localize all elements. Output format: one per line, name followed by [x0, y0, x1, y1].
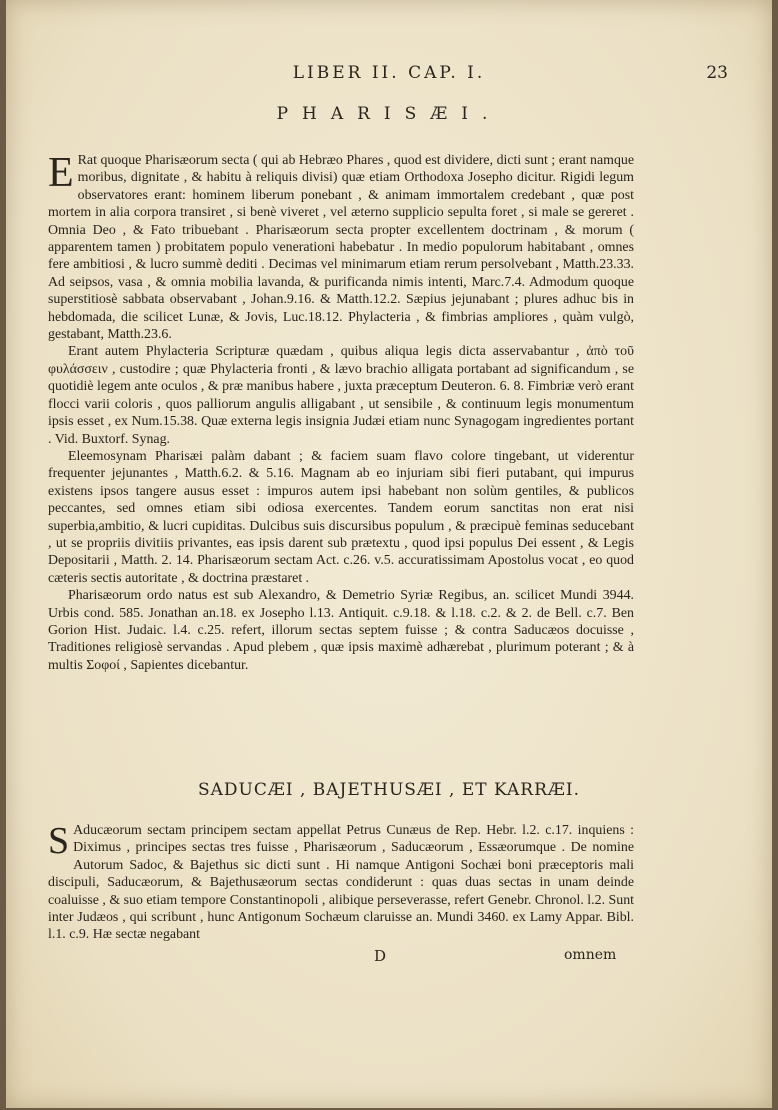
section-title-saducaei: SADUCÆI , BAJETHUSÆI , ET KARRÆI.	[197, 780, 581, 800]
section-title-pharisaei: PHARISÆI.	[276, 104, 502, 124]
page-number: 23	[706, 63, 728, 83]
book-page	[6, 0, 772, 1108]
paragraph: Pharisæorum ordo natus est sub Alexandro, & Demetrio Syriæ Regibus, an. scilicet Mundi 3944. Urbis cond. 585. Jonathan an.18. ex Josepho l.13. Antiquit. c.9.18. & l.18. c.2. & 2. de Bell. c.7. Ben Gorion Hist. Judaic. l.4. c.25. refert, illorum sectas septem fuisse ; & contra Saducæos docuisse , Traditiones religiosè servandas . Apud plebem , quæ ipsis maximè adhærebat , plurimum poterant ; & à multis Σοφοί , Sapientes dicebantur.	[48, 588, 634, 673]
catchword: omnem	[564, 947, 617, 963]
paragraph	[48, 152, 634, 343]
paragraph: Eleemosynam Pharisæi palàm dabant ; & faciem suam flavo colore tingebant, ut viderentur frequenter jejunantes , Matth.6.2. & 5.16. Magnam ab eo injuriam sibi fieri putabant, qui impurus existens ipsos tangere ausus esset : impuros autem ipsi habebant non solùm gentiles, & publicos peccantes, sed omnes etiam sibi odiosa exercentes. Tandem eorum sanctitas non erat nisi superbia,ambitio, & lucri cupiditas. Dulcibus suis discursibus populum , & præcipuè feminas seducebant , ut se propriis divitiis privantes, eas ipsis darent sub prætextu , quod ipsi populus Dei essent , & Legis Depositarii , Matth. 2. 14. Pharisæorum sectam Act. c.26. v.5. accuratissimam Apostolus vocat , eo quod cæteris sectis autoritate , & doctrina præstaret .	[48, 448, 634, 586]
paragraph	[48, 822, 634, 944]
paragraph-text: Rat quoque Pharisæorum secta ( qui ab Hebræo Phares , quod est dividere, dicti sunt ; erant namque moribus, dignitate , & habitu à reliquis divisi) quæ etiam Orthodoxa Josepho dicitur. Rigidi legum observatores erant: hominem liberum ponebant , & animam immortalem credebant , quæ post mortem in alia corpora transiret , si benè viveret , vel æterno supplicio sepulta foret , si male se gereret . Omnia Deo , & Fato tribuebant . Pharisæorum secta propter excellentem doctrinam , & morum ( apparentem tamen ) probitatem populo venerationi habebatur . In medio populorum habitabant , omnes fere ambitiosi , & lucro summè dediti . Decimas vel minimarum etiam rerum persolvebant , Matth.23.33. Ad seipsos, vasa , & omnia mobilia lavanda, & purificanda nimis intenti, Marc.7.4. Admodum quoque superstitiosè sabbata observabant , Johan.9.16. & Matth.12.2. Sæpius jejunabant ; plures adhuc bis in hebdomada, die scilicet Lunæ, & Jovis, Luc.18.12. Phylacteria , & fimbrias ampliores , quàm vulgò, gestabant, Matth.23.6.	[48, 153, 634, 343]
page-header	[6, 63, 772, 87]
drop-cap: S	[48, 820, 70, 862]
section-body-pharisaei	[48, 152, 634, 674]
signature-mark: D	[374, 947, 387, 965]
running-head: LIBER II. CAP. I.	[292, 63, 486, 83]
paragraph-text: Aducæorum sectam principem sectam appellat Petrus Cunæus de Rep. Hebr. l.2. c.17. inquiens : Diximus , principes sectas tres fuisse , Pharisæorum , Saducæorum , Essæorumque . De nomine Autorum Sadoc, & Bajethus sic dicti sunt . Hi namque Antigoni Sochæi boni præceptoris mali discipuli, Saducæorum, & Bajethusæorum sectas condiderunt : quas duas sectas in unam deinde coaluisse , & suo etiam tempore Constantinopoli , alibique perseverasse, refert Genebr. Chronol. l.2. Sunt inter Judæos , qui scribunt , hunc Antigonum Sochæum claruisse an. Mundi 3460. ex Lamy Appar. Bibl. l.1. c.9. Hæ sectæ negabant	[48, 823, 634, 943]
paragraph: Erant autem Phylacteria Scripturæ quædam , quibus aliqua legis dicta asservabantur , ἀπὸ τοῦ φυλάσσειν , custodire ; quæ Phylacteria fronti , & lævo brachio alligata portabant ad significandum , se quotidiè legem ante oculos , & præ manibus habere , juxta præceptum Deuteron. 6. 8. Fimbriæ verò erant flocci varii coloris , quos palliorum angulis alligabant , ut sensibile , & continuum legis monumentum ipsis esset , ex Num.15.38. Quæ externa legis insignia Judæi etiam nunc Synagogam ingredientes portant . Vid. Buxtorf. Synag.	[48, 344, 634, 447]
drop-cap: E	[48, 150, 74, 196]
section-body-saducaei	[48, 822, 634, 944]
